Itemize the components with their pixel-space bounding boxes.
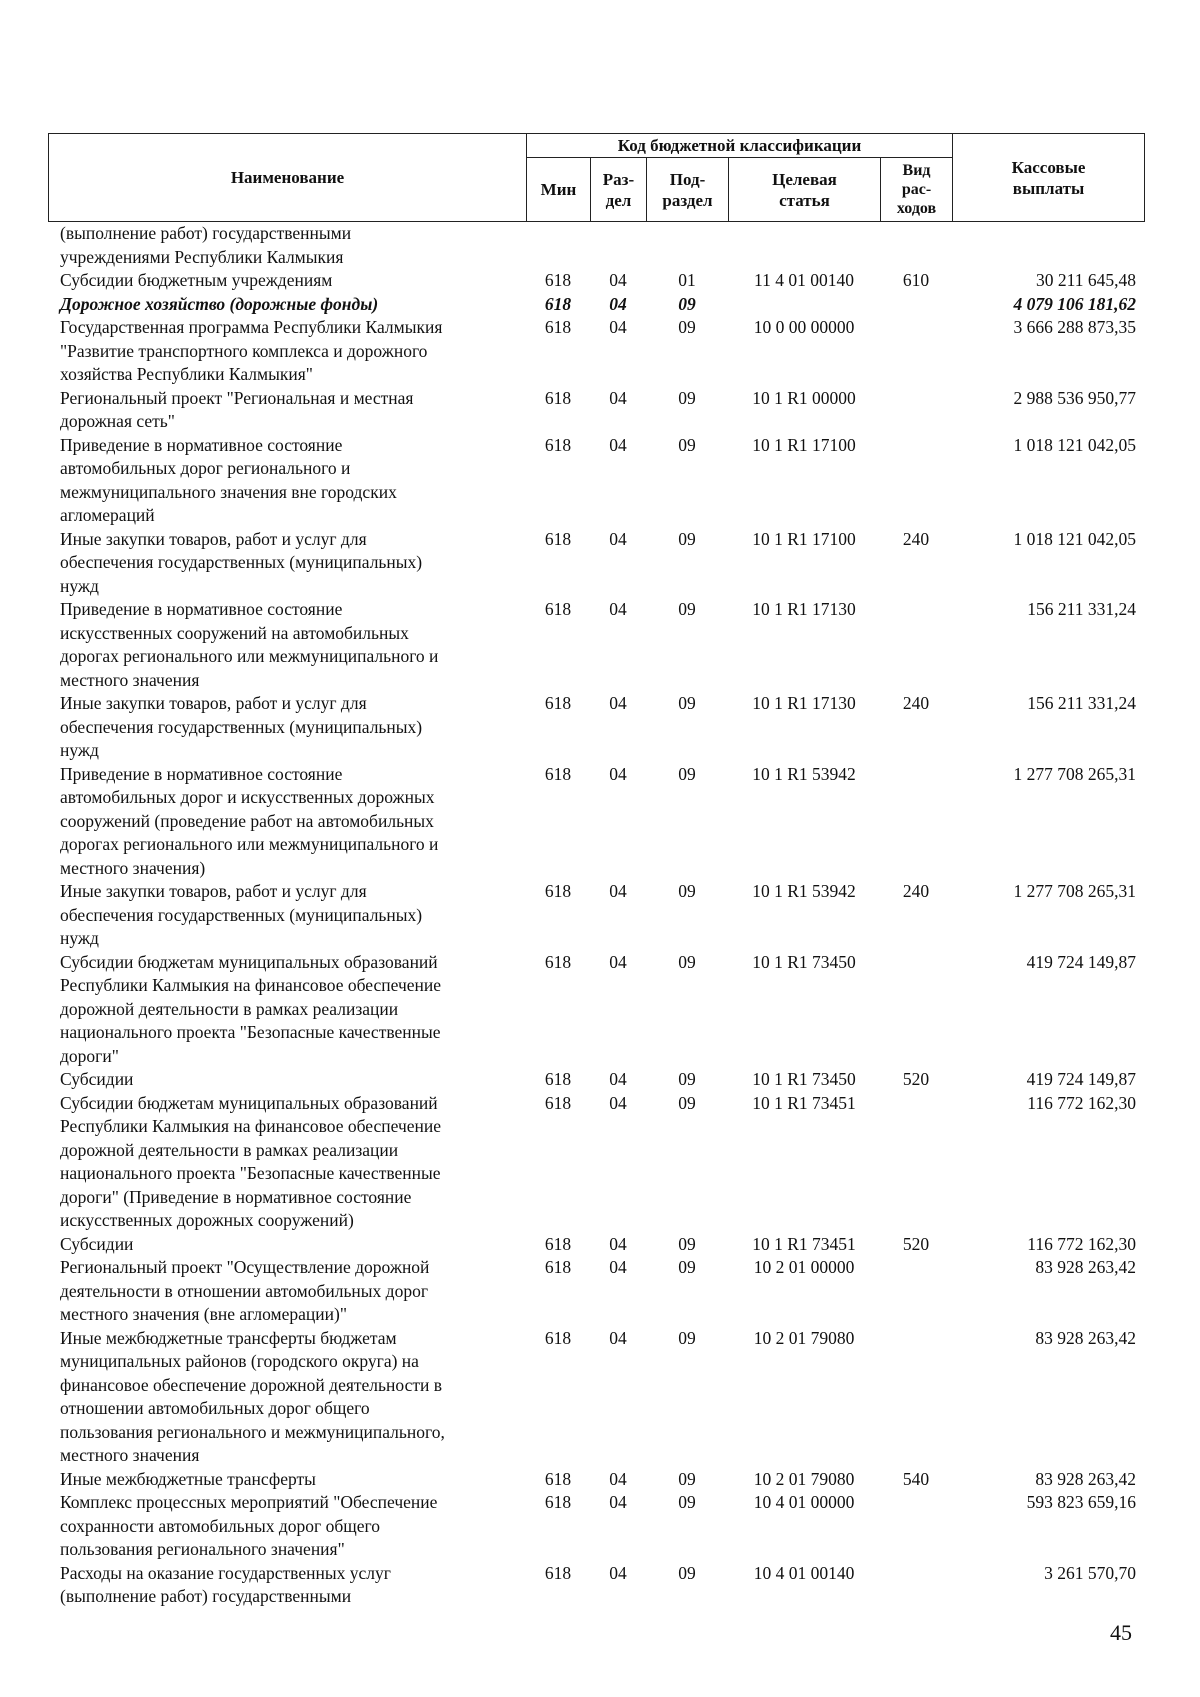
cell-vid: 240: [902, 693, 930, 713]
cell-cel: 10 2 01 00000: [753, 1257, 855, 1277]
cell-sum: 1 277 708 265,31: [1013, 881, 1136, 901]
cell-vid: 610: [902, 270, 930, 290]
cell-min: 618: [544, 599, 572, 619]
cell-min: 618: [544, 270, 572, 290]
cell-sum: 1 018 121 042,05: [1013, 528, 1136, 549]
cell-cel: 10 0 00 00000: [753, 317, 855, 337]
cell-razdel: 04: [609, 1327, 627, 1348]
table-row: [48, 1092, 1144, 1233]
cell-sum: 83 928 263,42: [1035, 1327, 1136, 1348]
cell-name: Субсидии бюджетным учреждениям: [60, 270, 333, 290]
table-row: [48, 1562, 1144, 1609]
cell-name: Расходы на оказание государственных услуг (выполнение работ) государственными: [60, 1562, 391, 1606]
cell-razdel: 04: [609, 1069, 627, 1089]
cell-razdel: 04: [609, 317, 627, 337]
cell-name: Дорожное хозяйство (дорожные фонды): [60, 293, 379, 314]
cell-pod: 09: [678, 387, 696, 408]
cell-pod: 09: [678, 1562, 696, 1583]
cell-razdel: 04: [609, 693, 627, 713]
cell-cel: 10 1 R1 73451: [752, 1233, 856, 1254]
cell-razdel: 04: [609, 951, 627, 972]
cell-razdel: 04: [609, 434, 627, 455]
cell-razdel: 04: [609, 270, 627, 290]
cell-min: 618: [544, 1233, 572, 1254]
table-row: [48, 1468, 1144, 1492]
cell-cel: 10 1 R1 17100: [752, 434, 856, 455]
cell-vid: [880, 1491, 952, 1562]
cell-sum: 116 772 162,30: [1027, 1092, 1136, 1113]
cell-pod: 09: [678, 881, 696, 901]
cell-cel: 10 4 01 00140: [753, 1562, 855, 1583]
cell-pod: 09: [678, 1468, 696, 1489]
cell-cel: 10 2 01 79080: [753, 1468, 855, 1489]
cell-name: Иные межбюджетные трансферты бюджетам муниципальных районов (городского округа) на финансовое обеспечение дорожной деятельности в отношении автомобильных дорог общего пользования регионального и межмуниципального, местного значения: [60, 1327, 445, 1465]
table-row: [48, 1491, 1144, 1562]
cell-min: [526, 222, 590, 269]
cell-min: 618: [544, 693, 572, 713]
cell-sum: 1 277 708 265,31: [1013, 763, 1136, 784]
cell-cel: 10 1 R1 73451: [752, 1092, 856, 1113]
header-podrazdel: Под- раздел: [647, 158, 729, 222]
cell-vid: 520: [902, 1233, 930, 1254]
cell-cel: 10 1 R1 53942: [752, 763, 856, 784]
cell-cel: 10 1 R1 17130: [752, 599, 856, 619]
cell-pod: 09: [678, 1257, 696, 1277]
cell-vid: [880, 387, 952, 434]
cell-name: Субсидии: [60, 1069, 134, 1089]
cell-name: Региональный проект "Осуществление дорожной деятельности в отношении автомобильных дорог местного значения (вне агломерации)": [60, 1257, 430, 1324]
cell-vid: [880, 293, 952, 317]
table-header: [48, 133, 1145, 222]
cell-razdel: 04: [609, 599, 627, 619]
cell-razdel: 04: [609, 1468, 627, 1489]
table-row: [48, 692, 1144, 763]
cell-min: 618: [544, 1092, 572, 1113]
cell-razdel: 04: [609, 528, 627, 549]
cell-cel: 11 4 01 00140: [754, 270, 854, 290]
cell-name: Субсидии бюджетам муниципальных образований Республики Калмыкия на финансовое обеспечение дорожной деятельности в рамках реализации национального проекта "Безопасные качественные дороги": [60, 951, 442, 1066]
cell-cel: 10 1 R1 53942: [752, 881, 856, 901]
cell-vid: [880, 1256, 952, 1327]
table-row: [48, 951, 1144, 1069]
table-row: [48, 598, 1144, 692]
cell-sum: 3 261 570,70: [1044, 1562, 1136, 1583]
cell-razdel: 04: [609, 763, 627, 784]
cell-cel: 10 4 01 00000: [753, 1492, 855, 1512]
cell-sum: 156 211 331,24: [1027, 693, 1136, 713]
cell-pod: 09: [678, 528, 696, 549]
table-row: [48, 1327, 1144, 1468]
cell-name: Государственная программа Республики Калмыкия "Развитие транспортного комплекса и дорожного хозяйства Республики Калмыкия": [60, 317, 443, 384]
table-row: [48, 316, 1144, 387]
header-vid: Вид рас- ходов: [881, 158, 953, 222]
cell-sum: 30 211 645,48: [1036, 270, 1136, 290]
cell-sum: 116 772 162,30: [1027, 1233, 1136, 1254]
cell-vid: 240: [902, 528, 930, 549]
cell-sum: 1 018 121 042,05: [1013, 434, 1136, 455]
cell-sum: 83 928 263,42: [1035, 1468, 1136, 1489]
cell-sum: 419 724 149,87: [1026, 951, 1136, 972]
cell-min: 618: [544, 434, 572, 455]
cell-pod: 09: [678, 763, 696, 784]
table-row: [48, 293, 1144, 317]
cell-min: 618: [544, 387, 572, 408]
cell-vid: 240: [902, 881, 930, 901]
cell-razdel: 04: [609, 1092, 627, 1113]
cell-pod: 09: [678, 693, 696, 713]
cell-min: 618: [544, 1257, 572, 1277]
cell-sum: 593 823 659,16: [1026, 1492, 1136, 1512]
cell-vid: 540: [902, 1468, 930, 1489]
cell-min: 618: [544, 1069, 572, 1089]
cell-razdel: 04: [609, 1562, 627, 1583]
cell-cel: 10 1 R1 17130: [752, 693, 856, 713]
cell-pod: 09: [678, 1327, 696, 1348]
cell-min: 618: [544, 293, 572, 314]
cell-name: Иные закупки товаров, работ и услуг для обеспечения государственных (муниципальных) нужд: [60, 693, 423, 760]
cell-min: 618: [544, 1562, 572, 1583]
header-name: Наименование: [49, 134, 527, 222]
cell-pod: 01: [678, 270, 696, 290]
cell-min: 618: [544, 881, 572, 901]
page-number: 45: [1110, 1620, 1132, 1645]
cell-name: Приведение в нормативное состояние автомобильных дорог регионального и межмуниципального значения вне городских агломераций: [60, 434, 397, 525]
cell-razdel: 04: [609, 1257, 627, 1277]
cell-pod: 09: [678, 1092, 696, 1113]
cell-name: Субсидии: [60, 1233, 134, 1254]
cell-vid: [880, 598, 952, 692]
cell-min: 618: [544, 1492, 572, 1512]
cell-vid: 520: [902, 1069, 930, 1089]
cell-razdel: 04: [609, 293, 627, 314]
table-row: [48, 387, 1144, 434]
cell-name: (выполнение работ) государственными учреждениями Республики Калмыкия: [60, 223, 352, 267]
table-row: [48, 269, 1144, 293]
cell-vid: [880, 222, 952, 269]
cell-name: Комплекс процессных мероприятий "Обеспечение сохранности автомобильных дорог общего пользования регионального значения": [60, 1492, 438, 1559]
cell-vid: [880, 434, 952, 528]
cell-cel: 10 1 R1 17100: [752, 528, 856, 549]
table-row: [48, 763, 1144, 881]
cell-sum: 83 928 263,42: [1035, 1257, 1136, 1277]
cell-pod: [646, 222, 728, 269]
cell-vid: [880, 1562, 952, 1609]
header-sum: Кассовые выплаты: [953, 134, 1145, 222]
cell-cel: 10 1 R1 73450: [752, 1069, 856, 1089]
cell-cel: 10 1 R1 00000: [752, 387, 856, 408]
cell-sum: 2 988 536 950,77: [1013, 387, 1136, 408]
header-razdel: Раз- дел: [591, 158, 647, 222]
cell-pod: 09: [678, 1233, 696, 1254]
cell-sum: 156 211 331,24: [1027, 599, 1136, 619]
cell-vid: [880, 763, 952, 881]
cell-razdel: 04: [609, 881, 627, 901]
table-row: [48, 1256, 1144, 1327]
table-row: [48, 1233, 1144, 1257]
cell-vid: [880, 1092, 952, 1233]
cell-sum: 4 079 106 181,62: [1013, 293, 1136, 314]
cell-sum: [952, 222, 1144, 269]
cell-cel: 10 2 01 79080: [753, 1327, 855, 1348]
cell-pod: 09: [678, 434, 696, 455]
cell-name: Субсидии бюджетам муниципальных образований Республики Калмыкия на финансовое обеспечение дорожной деятельности в рамках реализации национального проекта "Безопасные качественные дороги" (Приведение в нормативное состояние искусственных дорожных сооружений): [60, 1092, 442, 1230]
cell-name: Приведение в нормативное состояние автомобильных дорог и искусственных дорожных сооружений (проведение работ на автомобильных дорогах регионального или межмуниципального и местного значения): [60, 763, 439, 878]
cell-sum: 3 666 288 873,35: [1013, 317, 1136, 337]
cell-cel: [728, 222, 880, 269]
cell-vid: [880, 1327, 952, 1468]
cell-min: 618: [544, 317, 572, 337]
table-row: [48, 880, 1144, 951]
header-min: Мин: [527, 158, 591, 222]
cell-vid: [880, 951, 952, 1069]
cell-min: 618: [544, 951, 572, 972]
cell-razdel: 04: [609, 387, 627, 408]
cell-min: 618: [544, 528, 572, 549]
cell-min: 618: [544, 763, 572, 784]
cell-pod: 09: [678, 317, 696, 337]
cell-name: Региональный проект "Региональная и местная дорожная сеть": [60, 387, 414, 431]
cell-name: Иные закупки товаров, работ и услуг для обеспечения государственных (муниципальных) нужд: [60, 528, 423, 596]
table-row: [48, 528, 1144, 599]
cell-cel: [728, 293, 880, 317]
table-row: [48, 222, 1144, 269]
header-celevaya: Целевая статья: [729, 158, 881, 222]
cell-cel: 10 1 R1 73450: [752, 951, 856, 972]
budget-table-page: [48, 133, 1144, 1609]
cell-pod: 09: [678, 1069, 696, 1089]
cell-razdel: 04: [609, 1492, 627, 1512]
cell-razdel: 04: [609, 1233, 627, 1254]
cell-pod: 09: [678, 951, 696, 972]
table-body: [48, 222, 1144, 1609]
cell-name: Иные закупки товаров, работ и услуг для обеспечения государственных (муниципальных) нужд: [60, 881, 423, 948]
cell-min: 618: [544, 1468, 572, 1489]
cell-sum: 419 724 149,87: [1026, 1069, 1136, 1089]
cell-vid: [880, 316, 952, 387]
cell-name: Приведение в нормативное состояние искусственных сооружений на автомобильных дорогах регионального или межмуниципального и местного значения: [60, 599, 439, 690]
cell-razdel: [590, 222, 646, 269]
cell-pod: 09: [678, 599, 696, 619]
table-row: [48, 434, 1144, 528]
cell-pod: 09: [678, 293, 696, 314]
table-row: [48, 1068, 1144, 1092]
cell-min: 618: [544, 1327, 572, 1348]
header-kbk: Код бюджетной классификации: [527, 134, 953, 158]
cell-pod: 09: [678, 1492, 696, 1512]
cell-name: Иные межбюджетные трансферты: [60, 1468, 316, 1489]
